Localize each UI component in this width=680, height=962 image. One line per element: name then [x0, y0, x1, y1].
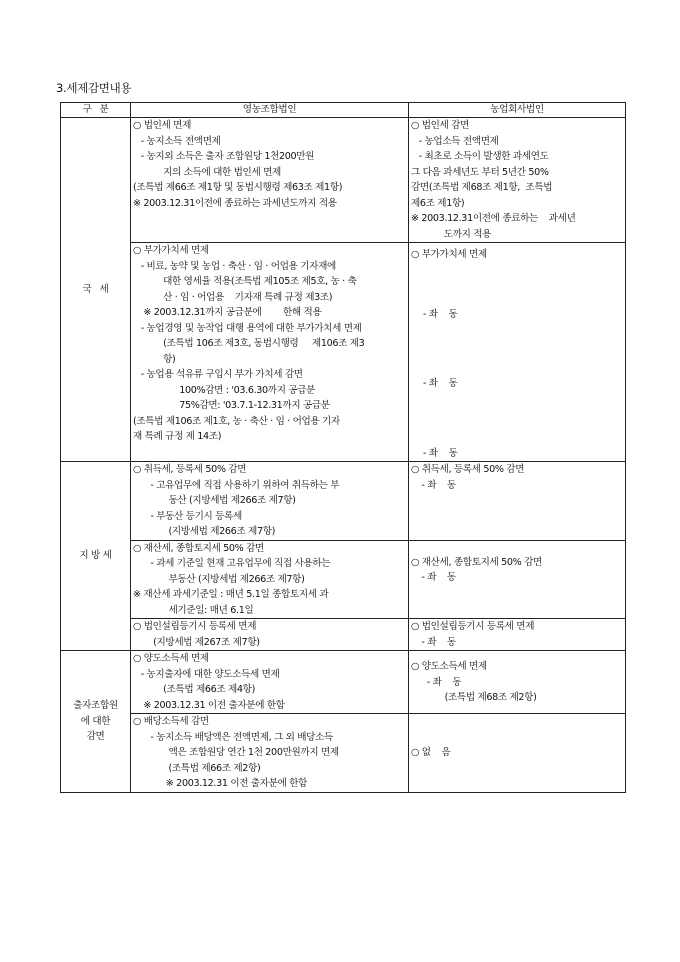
text-line: 제6조 제1항) [411, 197, 465, 209]
text-line: - 좌 동 [423, 378, 458, 389]
text-line: ○ 법인설립등기시 등록세 면제 [411, 621, 535, 632]
text-line: ※ 2003.12.31이전에 종료하는 과세년 [411, 213, 576, 224]
category-local-tax: 지 방 세 [61, 462, 131, 651]
text-line: - 부동산 등기시 등록세 [145, 510, 242, 522]
property-tax-left-cell [131, 540, 409, 619]
text-line: ○ 취득세, 등록세 50% 감면 [133, 464, 247, 475]
text-line: ※ 2003.12.31이전에 종료하는 과세년도까지 적용 [133, 197, 337, 209]
header-farming-association: 영농조합법인 [131, 103, 409, 118]
text-line: ○ 재산세, 종합토지세 50% 감면 [411, 556, 542, 568]
text-line: ○ 부가가치세 면제 [411, 249, 487, 260]
text-line: (지방세법 제266조 제7항) [155, 526, 276, 537]
category-national-tax: 국 세 [61, 118, 131, 462]
table-row [61, 118, 626, 243]
text-line: (조특법 제66조 제1항 및 동법시행령 제63조 제1항) [133, 182, 343, 193]
text-line: - 좌 동 [416, 636, 456, 648]
text-line: - 좌 동 [416, 479, 456, 491]
corp-tax-left-cell [131, 118, 409, 243]
text-line: ※ 2003.12.31 이전 출자분에 한함 [155, 778, 308, 789]
table-row [61, 462, 626, 541]
tax-reduction-table [60, 102, 626, 793]
text-line: - 좌 동 [423, 308, 458, 320]
category-investor-reduction: 출자조합원 에 대한 감면 [61, 651, 131, 793]
text-line: - 최초로 소득이 발생한 과세연도 [416, 151, 549, 162]
text-line: ○ 없 음 [411, 747, 451, 758]
table-header-row [61, 103, 626, 118]
corp-tax-right-cell [409, 118, 626, 243]
text-line: 재 특례 규정 제 14조) [133, 431, 222, 442]
acq-tax-left-cell [131, 462, 409, 541]
text-line: 세기준일: 매년 6.1일 [155, 604, 254, 616]
text-line: - 농지출자에 대한 양도소득세 면제 [138, 668, 280, 680]
text-line: 75%감면: '03.7.1-12.31까지 공급분 [163, 400, 330, 411]
text-line: 액은 조합원당 연간 1천 200만원까지 면제 [155, 747, 339, 758]
text-line: ※ 재산세 과세기준일 : 매년 5.1일 종합토지세 과 [133, 589, 329, 600]
text-line: - 농지소득 배당액은 전액면제, 그 외 배당소득 [145, 731, 333, 743]
text-line: 그 다음 과세년도 부터 5년간 50% [411, 166, 549, 178]
text-line: ○ 양도소득세 면제 [411, 661, 487, 672]
text-line: 대한 영세율 적용(조특법 제105조 제5호, 농 · 축 [155, 276, 357, 287]
text-line: (조특법 제68조 제2항) [423, 692, 537, 703]
table-row [61, 619, 626, 651]
text-line: ○ 법인세 감면 [411, 120, 470, 131]
acq-tax-right-cell [409, 462, 626, 541]
text-line: (조특법 제66조 제4항) [155, 684, 255, 695]
text-line: 도까지 적용 [433, 228, 492, 240]
text-line: - 과세 기준일 현재 고유업무에 직접 사용하는 [145, 558, 331, 569]
text-line: ○ 취득세, 등록세 50% 감면 [411, 464, 525, 475]
text-line: - 농지소득 전액면제 [138, 135, 221, 147]
text-line: ○ 재산세, 종합토지세 50% 감면 [133, 542, 264, 554]
text-line: (조특법 106조 제3호, 동법시행령 제106조 제3 [155, 338, 365, 349]
text-line: ○ 법인세 면제 [133, 120, 192, 131]
header-category: 구 분 [61, 103, 131, 118]
text-line: - 좌 동 [423, 447, 458, 459]
text-line: - 농지외 소득은 출자 조합원당 1천200만원 [138, 151, 315, 162]
vat-right-cell [409, 243, 626, 462]
table-row [61, 243, 626, 462]
text-line: (지방세법 제267조 제7항) [145, 636, 260, 648]
reg-tax-left-cell [131, 619, 409, 651]
table-row [61, 651, 626, 714]
text-line: 항) [155, 353, 176, 365]
text-line: - 고유업무에 직접 사용하기 위하여 취득하는 부 [145, 479, 340, 491]
text-line: 부동산 (지방세법 제266조 제7항) [155, 573, 305, 585]
text-line: ○ 배당소득세 감면 [133, 716, 209, 727]
text-line: ○ 법인설립등기시 등록세 면제 [133, 621, 257, 632]
text-line: 산 · 임 · 어업용 기자재 특례 규정 제3조) [155, 291, 333, 303]
text-line: - 좌 동 [416, 676, 462, 688]
transfer-tax-left-cell [131, 651, 409, 714]
text-line: (조특법 제106조 제1호, 농 · 축산 · 임 · 어업용 기자 [133, 415, 340, 427]
text-line: - 농업소득 전액면제 [416, 135, 499, 147]
table-row [61, 714, 626, 793]
text-line: ※ 2003.12.31 이전 출자분에 한함 [138, 699, 285, 711]
header-agricultural-company: 농업회사법인 [409, 103, 626, 118]
table-row [61, 540, 626, 619]
text-line: 지의 소득에 대한 법인세 면제 [155, 166, 281, 178]
text-line: - 비료, 농약 및 농업 · 축산 · 임 · 어업용 기자재에 [138, 260, 336, 272]
dividend-tax-right-cell [409, 714, 626, 793]
vat-left-cell [131, 243, 409, 462]
text-line: - 농업경영 및 농작업 대행 용역에 대한 부가가치세 면제 [138, 322, 362, 334]
text-line: 100%감면 : '03.6.30까지 공급분 [163, 384, 316, 396]
text-line: 감면(조특법 제68조 제1항, 조특법 [411, 182, 553, 193]
dividend-tax-left-cell [131, 714, 409, 793]
text-line: ○ 부가가치세 면제 [133, 245, 209, 256]
text-line: - 좌 동 [416, 572, 456, 583]
reg-tax-right-cell [409, 619, 626, 651]
text-line: ※ 2003.12.31까지 공급분에 한해 적용 [138, 307, 322, 318]
text-line: ○ 양도소득세 면제 [133, 653, 209, 664]
text-line: 동산 (지방세법 제266조 제7항) [155, 495, 296, 506]
property-tax-right-cell [409, 540, 626, 619]
section-title: 3.세제감면내용 [56, 81, 132, 95]
text-line: - 농업용 석유류 구입시 부가 가치세 감면 [138, 369, 303, 380]
transfer-tax-right-cell [409, 651, 626, 714]
text-line: (조특법 제66조 제2항) [155, 762, 261, 774]
